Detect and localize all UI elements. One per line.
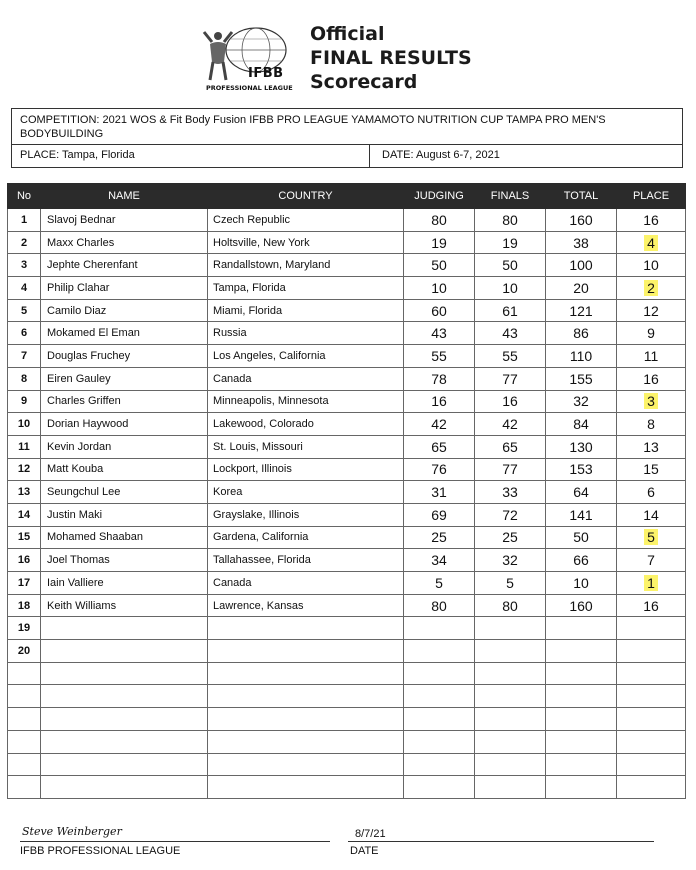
cell-country xyxy=(208,753,404,776)
cell-country: Lawrence, Kansas xyxy=(208,594,404,617)
cell-judging: 34 xyxy=(404,549,475,572)
cell-no xyxy=(8,685,41,708)
cell-total: 10 xyxy=(546,572,617,595)
cell-country: Los Angeles, California xyxy=(208,345,404,368)
table-row xyxy=(8,322,686,345)
cell-country: Canada xyxy=(208,367,404,390)
cell-country: Lakewood, Colorado xyxy=(208,413,404,436)
ifbb-logo xyxy=(198,22,293,94)
cell-judging: 80 xyxy=(404,594,475,617)
cell-place xyxy=(617,730,686,753)
table-row xyxy=(8,231,686,254)
cell-finals xyxy=(475,685,546,708)
cell-place: 16 xyxy=(617,594,686,617)
cell-finals: 33 xyxy=(475,481,546,504)
table-row xyxy=(8,209,686,232)
cell-total xyxy=(546,685,617,708)
cell-country xyxy=(208,730,404,753)
cell-country: Lockport, Illinois xyxy=(208,458,404,481)
cell-finals: 50 xyxy=(475,254,546,277)
cell-finals: 5 xyxy=(475,572,546,595)
table-row xyxy=(8,685,686,708)
table-row xyxy=(8,617,686,640)
table-row xyxy=(8,640,686,663)
cell-no: 11 xyxy=(8,435,41,458)
cell-place: 9 xyxy=(617,322,686,345)
cell-country xyxy=(208,640,404,663)
place-highlight: 1 xyxy=(644,575,658,591)
table-row xyxy=(8,458,686,481)
cell-country xyxy=(208,776,404,799)
cell-no: 12 xyxy=(8,458,41,481)
cell-name: Mohamed Shaaban xyxy=(41,526,208,549)
cell-judging xyxy=(404,640,475,663)
place-highlight: 5 xyxy=(644,529,658,545)
cell-total: 32 xyxy=(546,390,617,413)
cell-total: 38 xyxy=(546,231,617,254)
cell-country: Czech Republic xyxy=(208,209,404,232)
cell-finals: 80 xyxy=(475,209,546,232)
cell-no: 16 xyxy=(8,549,41,572)
table-header-row xyxy=(8,184,686,209)
cell-total: 100 xyxy=(546,254,617,277)
cell-place xyxy=(617,277,686,300)
cell-total xyxy=(546,662,617,685)
cell-judging xyxy=(404,685,475,708)
cell-no: 9 xyxy=(8,390,41,413)
cell-total xyxy=(546,617,617,640)
table-row xyxy=(8,435,686,458)
cell-country xyxy=(208,708,404,731)
cell-country xyxy=(208,617,404,640)
signed-date: 8/7/21 xyxy=(355,828,386,840)
cell-name: Matt Kouba xyxy=(41,458,208,481)
signature: Steve Weinberger xyxy=(22,825,122,838)
cell-finals: 25 xyxy=(475,526,546,549)
cell-total: 20 xyxy=(546,277,617,300)
competition-field: COMPETITION: 2021 WOS & Fit Body Fusion IFBB PRO LEAGUE YAMAMOTO NUTRITION CUP TAMPA PRO MEN'S BODYBUILDING xyxy=(12,109,682,145)
cell-name: Eiren Gauley xyxy=(41,367,208,390)
cell-name: Maxx Charles xyxy=(41,231,208,254)
logo-subtext: PROFESSIONAL LEAGUE xyxy=(206,84,293,92)
cell-place: 15 xyxy=(617,458,686,481)
table-row xyxy=(8,594,686,617)
competition-info-box xyxy=(11,108,683,168)
cell-total: 84 xyxy=(546,413,617,436)
cell-total: 64 xyxy=(546,481,617,504)
cell-judging xyxy=(404,753,475,776)
cell-judging: 10 xyxy=(404,277,475,300)
cell-judging: 69 xyxy=(404,503,475,526)
table-row xyxy=(8,503,686,526)
cell-no: 18 xyxy=(8,594,41,617)
cell-judging: 78 xyxy=(404,367,475,390)
cell-place xyxy=(617,231,686,254)
cell-total xyxy=(546,730,617,753)
cell-judging xyxy=(404,708,475,731)
table-row xyxy=(8,277,686,300)
header-finals: FINALS xyxy=(475,184,546,209)
cell-country: Minneapolis, Minnesota xyxy=(208,390,404,413)
cell-finals xyxy=(475,708,546,731)
cell-place xyxy=(617,708,686,731)
table-row xyxy=(8,254,686,277)
title-line-3: Scorecard xyxy=(310,71,418,93)
cell-name: Seungchul Lee xyxy=(41,481,208,504)
cell-name: Camilo Diaz xyxy=(41,299,208,322)
table-row xyxy=(8,753,686,776)
cell-country: Gardena, California xyxy=(208,526,404,549)
cell-place xyxy=(617,526,686,549)
table-row xyxy=(8,367,686,390)
cell-total: 160 xyxy=(546,209,617,232)
cell-place: 11 xyxy=(617,345,686,368)
cell-total xyxy=(546,640,617,663)
cell-name xyxy=(41,708,208,731)
table-row xyxy=(8,662,686,685)
cell-country: Holtsville, New York xyxy=(208,231,404,254)
header-no: No xyxy=(8,184,41,209)
cell-total: 50 xyxy=(546,526,617,549)
cell-name xyxy=(41,776,208,799)
cell-finals xyxy=(475,730,546,753)
date-field: DATE: August 6-7, 2021 xyxy=(382,149,500,161)
cell-no: 17 xyxy=(8,572,41,595)
cell-judging: 80 xyxy=(404,209,475,232)
cell-place xyxy=(617,753,686,776)
cell-no: 3 xyxy=(8,254,41,277)
cell-no: 20 xyxy=(8,640,41,663)
cell-place: 7 xyxy=(617,549,686,572)
cell-place: 8 xyxy=(617,413,686,436)
cell-total: 160 xyxy=(546,594,617,617)
place-highlight: 4 xyxy=(644,235,658,251)
cell-name: Kevin Jordan xyxy=(41,435,208,458)
cell-country: Grayslake, Illinois xyxy=(208,503,404,526)
cell-total: 86 xyxy=(546,322,617,345)
cell-no: 1 xyxy=(8,209,41,232)
cell-total: 66 xyxy=(546,549,617,572)
cell-name xyxy=(41,617,208,640)
cell-total: 110 xyxy=(546,345,617,368)
table-row xyxy=(8,708,686,731)
cell-finals: 61 xyxy=(475,299,546,322)
cell-name: Joel Thomas xyxy=(41,549,208,572)
cell-judging: 65 xyxy=(404,435,475,458)
cell-finals: 10 xyxy=(475,277,546,300)
cell-total: 141 xyxy=(546,503,617,526)
header-place: PLACE xyxy=(617,184,686,209)
place-field: PLACE: Tampa, Florida xyxy=(12,145,370,167)
cell-finals xyxy=(475,776,546,799)
cell-no: 2 xyxy=(8,231,41,254)
cell-no: 5 xyxy=(8,299,41,322)
cell-finals xyxy=(475,640,546,663)
table-row xyxy=(8,526,686,549)
cell-country: Tampa, Florida xyxy=(208,277,404,300)
cell-finals: 42 xyxy=(475,413,546,436)
header-country: COUNTRY xyxy=(208,184,404,209)
table-row xyxy=(8,345,686,368)
cell-no: 7 xyxy=(8,345,41,368)
cell-finals: 80 xyxy=(475,594,546,617)
cell-place: 14 xyxy=(617,503,686,526)
cell-judging: 16 xyxy=(404,390,475,413)
cell-country: Randallstown, Maryland xyxy=(208,254,404,277)
table-row xyxy=(8,390,686,413)
cell-country xyxy=(208,685,404,708)
title-line-2: FINAL RESULTS xyxy=(310,47,472,69)
cell-finals xyxy=(475,753,546,776)
cell-no: 15 xyxy=(8,526,41,549)
cell-total: 153 xyxy=(546,458,617,481)
table-row xyxy=(8,549,686,572)
cell-no: 14 xyxy=(8,503,41,526)
cell-judging: 5 xyxy=(404,572,475,595)
date-label: DATE xyxy=(350,845,379,857)
title-line-1: Official xyxy=(310,23,385,45)
cell-no xyxy=(8,730,41,753)
cell-no: 8 xyxy=(8,367,41,390)
header-name: NAME xyxy=(41,184,208,209)
cell-finals: 55 xyxy=(475,345,546,368)
cell-name: Justin Maki xyxy=(41,503,208,526)
cell-no: 10 xyxy=(8,413,41,436)
table-row xyxy=(8,413,686,436)
cell-finals: 19 xyxy=(475,231,546,254)
cell-place xyxy=(617,390,686,413)
cell-judging: 50 xyxy=(404,254,475,277)
table-row xyxy=(8,481,686,504)
cell-judging: 76 xyxy=(404,458,475,481)
cell-total: 130 xyxy=(546,435,617,458)
organization-label: IFBB PROFESSIONAL LEAGUE xyxy=(20,845,181,857)
signature-line xyxy=(20,841,330,842)
cell-finals xyxy=(475,617,546,640)
cell-judging: 55 xyxy=(404,345,475,368)
table-row xyxy=(8,299,686,322)
cell-judging xyxy=(404,730,475,753)
cell-no: 13 xyxy=(8,481,41,504)
cell-country: Korea xyxy=(208,481,404,504)
cell-place: 16 xyxy=(617,367,686,390)
cell-place: 12 xyxy=(617,299,686,322)
cell-country: Miami, Florida xyxy=(208,299,404,322)
cell-place: 13 xyxy=(617,435,686,458)
cell-name: Dorian Haywood xyxy=(41,413,208,436)
cell-judging: 60 xyxy=(404,299,475,322)
cell-name: Slavoj Bednar xyxy=(41,209,208,232)
cell-finals: 77 xyxy=(475,458,546,481)
cell-place xyxy=(617,685,686,708)
cell-country: Russia xyxy=(208,322,404,345)
table-row xyxy=(8,730,686,753)
cell-name: Iain Valliere xyxy=(41,572,208,595)
cell-no xyxy=(8,708,41,731)
cell-name: Keith Williams xyxy=(41,594,208,617)
cell-judging: 31 xyxy=(404,481,475,504)
cell-judging xyxy=(404,776,475,799)
cell-place xyxy=(617,617,686,640)
cell-finals: 16 xyxy=(475,390,546,413)
cell-place: 6 xyxy=(617,481,686,504)
cell-no xyxy=(8,753,41,776)
cell-name xyxy=(41,640,208,663)
place-highlight: 2 xyxy=(644,280,658,296)
cell-judging: 25 xyxy=(404,526,475,549)
cell-name xyxy=(41,685,208,708)
cell-name: Jephte Cherenfant xyxy=(41,254,208,277)
cell-name: Charles Griffen xyxy=(41,390,208,413)
header-total: TOTAL xyxy=(546,184,617,209)
results-body xyxy=(8,209,686,799)
cell-total xyxy=(546,753,617,776)
cell-judging xyxy=(404,662,475,685)
date-line xyxy=(348,841,654,842)
cell-place: 10 xyxy=(617,254,686,277)
cell-name xyxy=(41,753,208,776)
cell-country: St. Louis, Missouri xyxy=(208,435,404,458)
cell-place xyxy=(617,662,686,685)
cell-total: 155 xyxy=(546,367,617,390)
cell-place xyxy=(617,572,686,595)
cell-name: Douglas Fruchey xyxy=(41,345,208,368)
results-table xyxy=(7,183,686,799)
cell-no xyxy=(8,776,41,799)
cell-judging xyxy=(404,617,475,640)
cell-country: Tallahassee, Florida xyxy=(208,549,404,572)
cell-finals xyxy=(475,662,546,685)
cell-total xyxy=(546,776,617,799)
cell-place xyxy=(617,640,686,663)
cell-no: 6 xyxy=(8,322,41,345)
cell-total: 121 xyxy=(546,299,617,322)
cell-country: Canada xyxy=(208,572,404,595)
cell-judging: 43 xyxy=(404,322,475,345)
cell-name: Mokamed El Eman xyxy=(41,322,208,345)
table-row xyxy=(8,572,686,595)
table-row xyxy=(8,776,686,799)
logo-text: IFBB xyxy=(248,66,284,81)
header-judging: JUDGING xyxy=(404,184,475,209)
cell-place xyxy=(617,776,686,799)
place-highlight: 3 xyxy=(644,393,658,409)
cell-finals: 65 xyxy=(475,435,546,458)
cell-name xyxy=(41,662,208,685)
cell-name: Philip Clahar xyxy=(41,277,208,300)
cell-name xyxy=(41,730,208,753)
cell-finals: 43 xyxy=(475,322,546,345)
cell-no xyxy=(8,662,41,685)
cell-country xyxy=(208,662,404,685)
cell-judging: 42 xyxy=(404,413,475,436)
cell-judging: 19 xyxy=(404,231,475,254)
cell-finals: 32 xyxy=(475,549,546,572)
cell-place: 16 xyxy=(617,209,686,232)
page-title xyxy=(310,22,472,94)
cell-no: 19 xyxy=(8,617,41,640)
cell-finals: 72 xyxy=(475,503,546,526)
cell-no: 4 xyxy=(8,277,41,300)
cell-finals: 77 xyxy=(475,367,546,390)
cell-total xyxy=(546,708,617,731)
